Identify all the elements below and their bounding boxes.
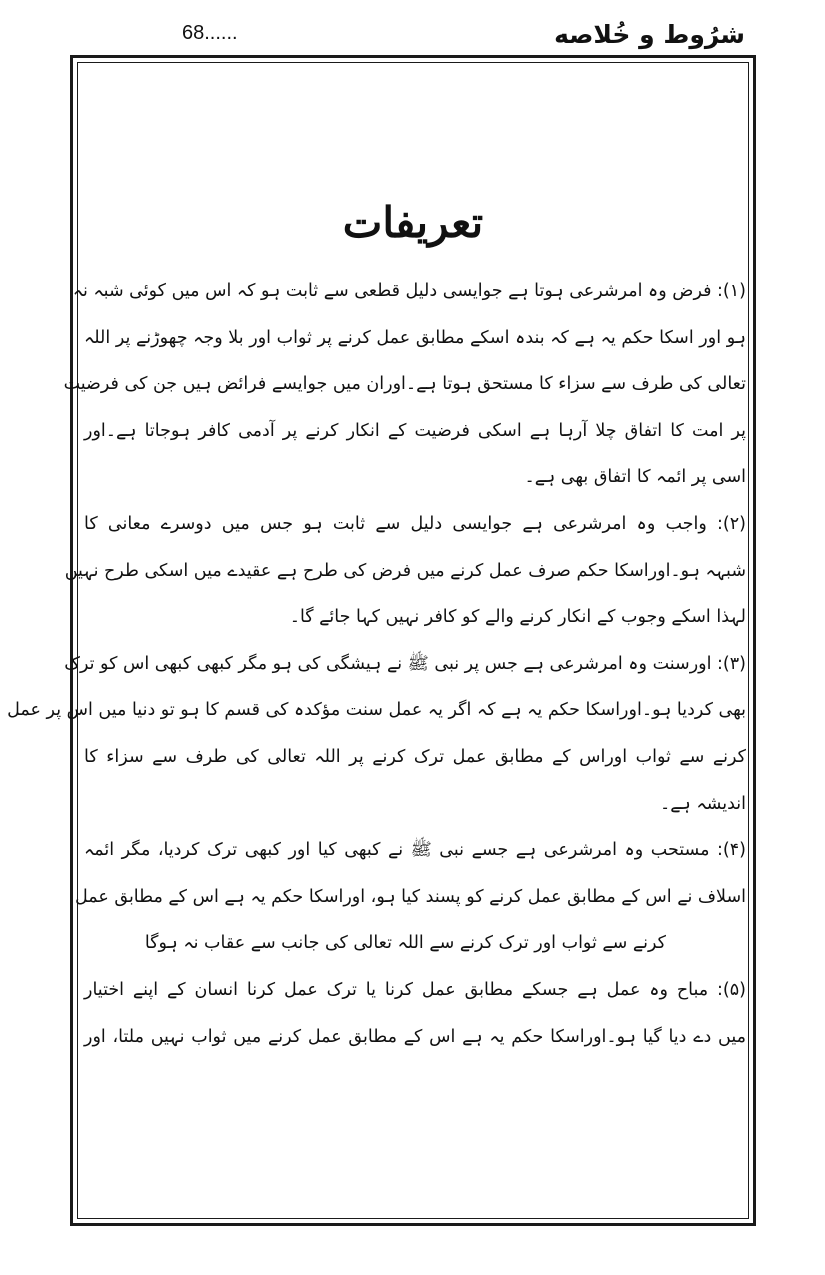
- page-header: [70, 20, 755, 54]
- text-line: لہذا اسکے وجوب کے انکار کرنے والے کو کافر نہیں کہا جائے گا۔: [289, 607, 746, 628]
- text-line: اسی پر ائمہ کا اتفاق بھی ہے۔: [524, 467, 746, 488]
- text-line: (۳): اورسنت وہ امرشرعی ہے جس پر نبی ﷺ نے ہیشگی کی ہو مگر کبھی کبھی اس کو ترک: [64, 653, 746, 674]
- text-line: اندیشہ ہے۔: [660, 793, 746, 814]
- text-line: اسلاف نے اس کے مطابق عمل کرنے کو پسند کیا ہو، اوراسکا حکم یہ ہے اس کے مطابق عمل: [74, 886, 746, 907]
- text-line: شبہہ ہو۔اوراسکا حکم صرف عمل کرنے میں فرض کی طرح ہے عقیدے میں اسکی طرح نہیں: [64, 560, 746, 581]
- text-line: ہو اور اسکا حکم یہ ہے کہ بندہ اسکے مطابق عمل کرنے پر ثواب اور بلا وجہ چھوڑنے پر اللہ: [84, 327, 746, 348]
- body-text: [7, 268, 746, 1060]
- text-line: پر امت کا اتفاق چلا آرہا ہے اسکی فرضیت کے انکار کرنے پر آدمی کافر ہوجاتا ہے۔اور: [84, 420, 746, 441]
- text-line: میں دے دیا گیا ہو۔اوراسکا حکم یہ ہے اس کے مطابق عمل کرنے میں ثواب نہیں ملتا، اور: [84, 1026, 746, 1047]
- page-number: 68......: [182, 22, 238, 44]
- text-line: (۲): واجب وہ امرشرعی ہے جوایسی دلیل سے ثابت ہو جس میں دوسرے معانی کا: [84, 513, 746, 534]
- book-title: شرُوط و خُلاصه: [554, 20, 745, 49]
- text-line: (۵): مباح وہ عمل ہے جسکے مطابق عمل کرنا یا ترک عمل کرنا انسان کے اپنے اختیار: [84, 979, 746, 1000]
- section-heading: تعریفات: [342, 198, 484, 247]
- text-line: (۴): مستحب وہ امرشرعی ہے جسے نبی ﷺ نے کبھی کیا اور کبھی ترک کردیا، مگر ائمہ: [84, 840, 746, 861]
- text-line: بھی کردیا ہو۔اوراسکا حکم یہ ہے کہ اگر یہ عمل سنت مؤکدہ کی قسم کا ہو تو دنیا میں اس پر عمل: [7, 700, 746, 721]
- text-line: (۱): فرض وہ امرشرعی ہوتا ہے جوایسی دلیل قطعی سے ثابت ہو کہ اس میں کوئی شبہ نہ: [72, 281, 746, 301]
- text-line: کرنے سے ثواب اوراس کے مطابق عمل ترک کرنے پر اللہ تعالی کی طرف سے سزاء کا: [84, 746, 746, 767]
- text-line: تعالی کی طرف سے سزاء کا مستحق ہوتا ہے۔اوران میں جوایسے فرائض ہیں جن کی فرضیت: [63, 374, 746, 395]
- text-line: کرنے سے ثواب اور ترک کرنے سے اللہ تعالی کی جانب سے عقاب نہ ہوگا: [144, 933, 666, 954]
